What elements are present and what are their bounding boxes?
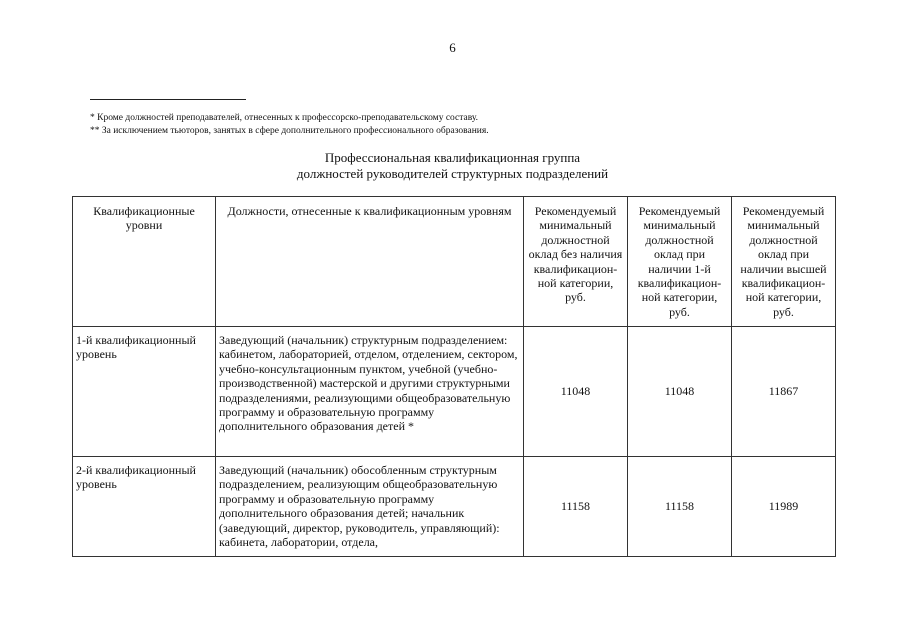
section-title-line-1: Профессиональная квалификационная группа: [324, 150, 581, 165]
header-salary-highest-category: Рекомендуемый минимальный должностной оклад при наличии высшей квалификацион-ной категории, руб.: [732, 197, 836, 327]
header-salary-first-category: Рекомендуемый минимальный должностной оклад при наличии 1-й квалификацион-ной категории, руб.: [628, 197, 732, 327]
row-level: 2-й квалификационный уровень: [73, 457, 216, 557]
footnote-1: * Кроме должностей преподавателей, отнесенных к профессорско-преподавательскому составу.: [90, 113, 479, 123]
footnote-2: ** За исключением тьюторов, занятых в сфере дополнительного профессионального образования.: [90, 126, 489, 136]
header-salary-no-category: Рекомендуемый минимальный должностной оклад без наличия квалификацион-ной категории, руб.: [524, 197, 628, 327]
row-salary-first-category: 11158: [628, 457, 732, 557]
row-positions: Заведующий (начальник) структурным подразделением: кабинетом, лабораторией, отделом, отделением, сектором, учебно-консультационным пунктом, учебной (учебно-производственной) мастерской и другими структурными подразделениями, реализующими общеобразовательную программу и образовательную программу дополнительного образования детей *: [216, 327, 524, 457]
footnotes: [90, 112, 489, 138]
header-qualification-levels: Квалификационные уровни: [73, 197, 216, 327]
section-title-line-2: должностей руководителей структурных подразделений: [296, 166, 609, 181]
salary-table: [72, 196, 836, 557]
row-salary-highest-category: 11867: [732, 327, 836, 457]
table-header-row: [73, 197, 836, 327]
row-positions: Заведующий (начальник) обособленным структурным подразделением, реализующим общеобразовательную программу и образовательную программу дополнительного образования детей; начальник (заведующий, директор, руководитель, управляющий): кабинета, лаборатории, отдела,: [216, 457, 524, 557]
footnote-separator: [90, 99, 246, 100]
row-salary-no-category: 11048: [524, 327, 628, 457]
section-title: [0, 150, 905, 182]
header-positions: Должности, отнесенные к квалификационным уровням: [216, 197, 524, 327]
row-salary-highest-category: 11989: [732, 457, 836, 557]
page-number: 6: [449, 40, 456, 55]
row-salary-first-category: 11048: [628, 327, 732, 457]
row-salary-no-category: 11158: [524, 457, 628, 557]
table-row: [73, 457, 836, 557]
table-row: [73, 327, 836, 457]
row-level: 1-й квалификационный уровень: [73, 327, 216, 457]
